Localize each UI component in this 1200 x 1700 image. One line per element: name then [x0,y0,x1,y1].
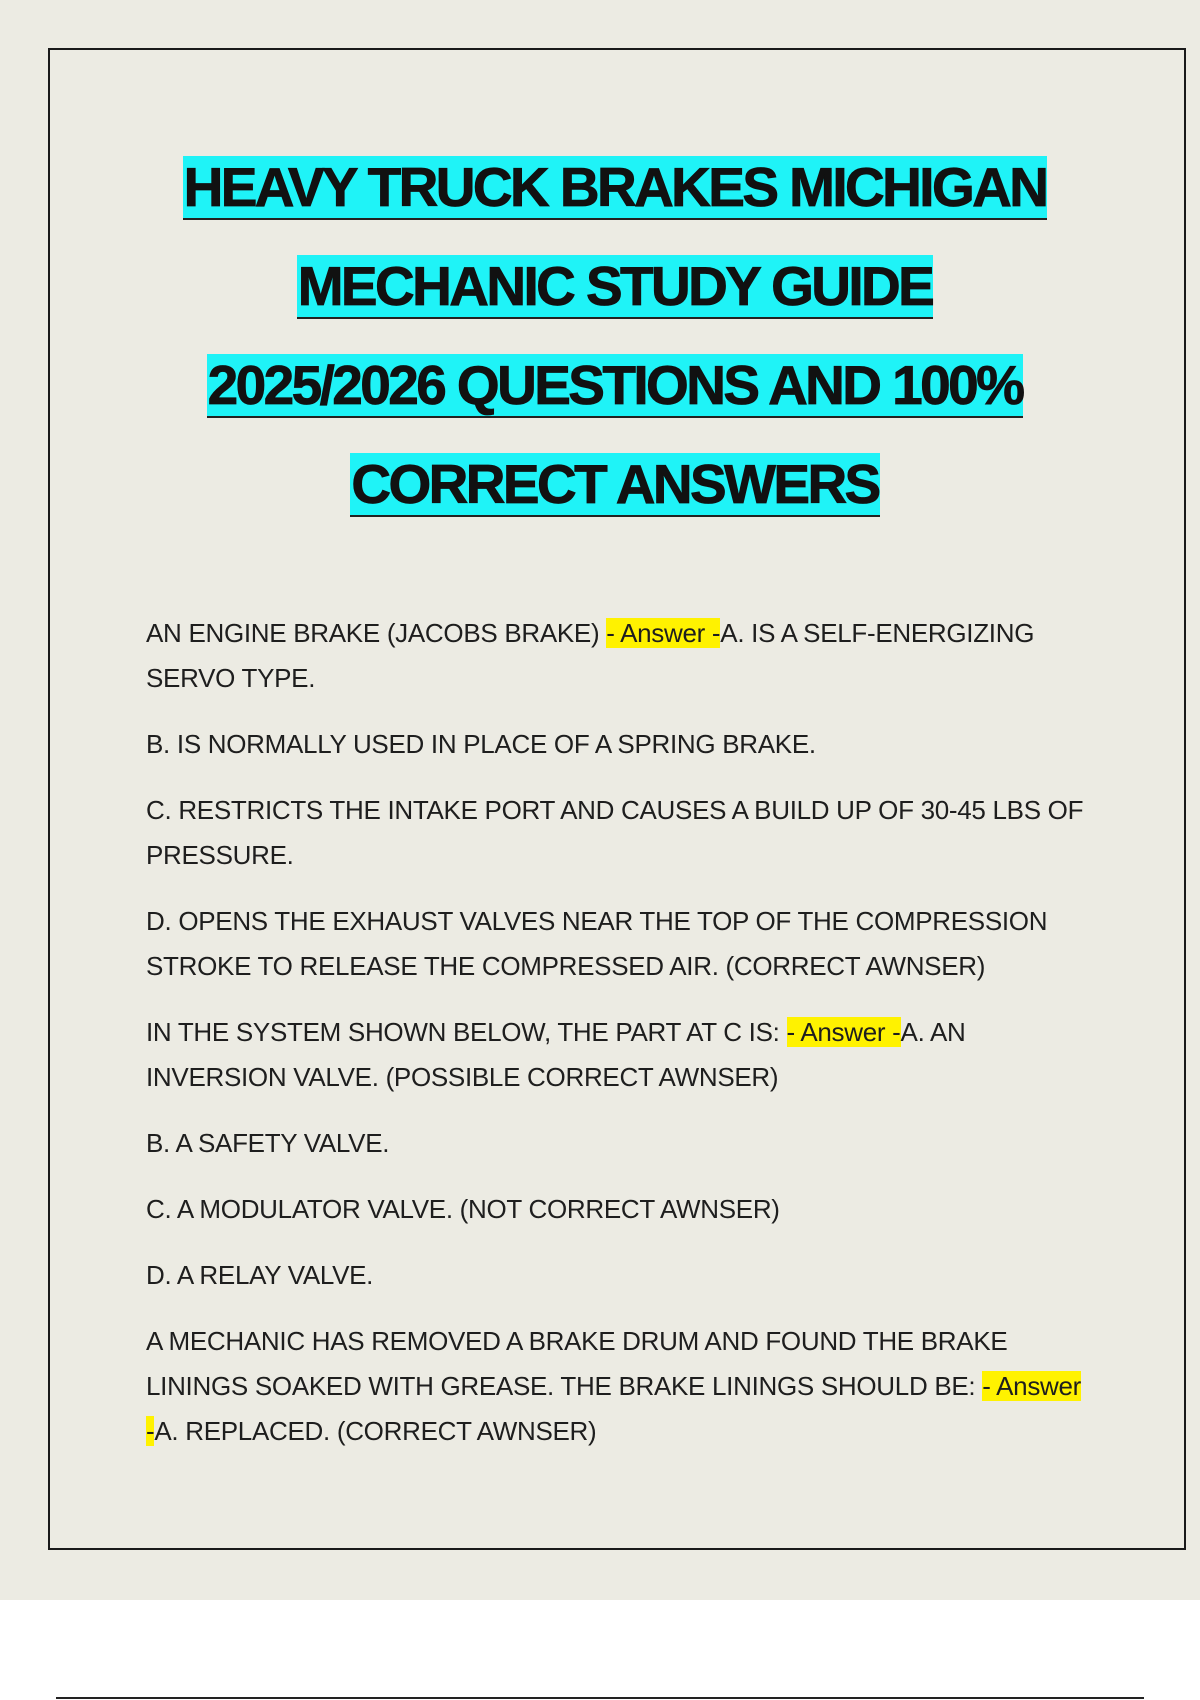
question-paragraph: IN THE SYSTEM SHOWN BELOW, THE PART AT C IS: - Answer -A. AN INVERSION VALVE. (POSSIBLE CORRECT AWNSER) [146,1017,966,1092]
option-paragraph: D. A RELAY VALVE. [146,1260,374,1290]
title-line: MECHANIC STUDY GUIDE [297,255,933,317]
title-line: CORRECT ANSWERS [351,453,879,515]
answer-marker: - Answer - [786,1017,901,1047]
question-paragraph: A MECHANIC HAS REMOVED A BRAKE DRUM AND FOUND THE BRAKE LININGS SOAKED WITH GREASE. THE BRAKE LININGS SHOULD BE: - Answer -A. REPLACED. (CORRECT AWNSER) [146,1326,1082,1446]
option-paragraph: C. RESTRICTS THE INTAKE PORT AND CAUSES A BUILD UP OF 30-45 LBS OF PRESSURE. [146,795,1084,870]
answer-marker: - Answer - [606,618,721,648]
option-paragraph: D. OPENS THE EXHAUST VALVES NEAR THE TOP OF THE COMPRESSION STROKE TO RELEASE THE COMPRESSED AIR. (CORRECT AWNSER) [146,906,1048,981]
option-paragraph: C. A MODULATOR VALVE. (NOT CORRECT AWNSER) [146,1194,780,1224]
title-line: 2025/2026 QUESTIONS AND 100% [207,354,1023,416]
option-paragraph: B. IS NORMALLY USED IN PLACE OF A SPRING BRAKE. [146,729,816,759]
answer-marker: - Answer - [146,1371,1082,1446]
title-line: HEAVY TRUCK BRAKES MICHIGAN [183,156,1047,218]
option-paragraph: B. A SAFETY VALVE. [146,1128,390,1158]
page-separator-line [56,1697,1144,1699]
question-paragraph: AN ENGINE BRAKE (JACOBS BRAKE) - Answer -A. IS A SELF-ENERGIZING SERVO TYPE. [146,618,1035,693]
document-body [146,611,1096,1475]
document-title [120,138,1110,534]
